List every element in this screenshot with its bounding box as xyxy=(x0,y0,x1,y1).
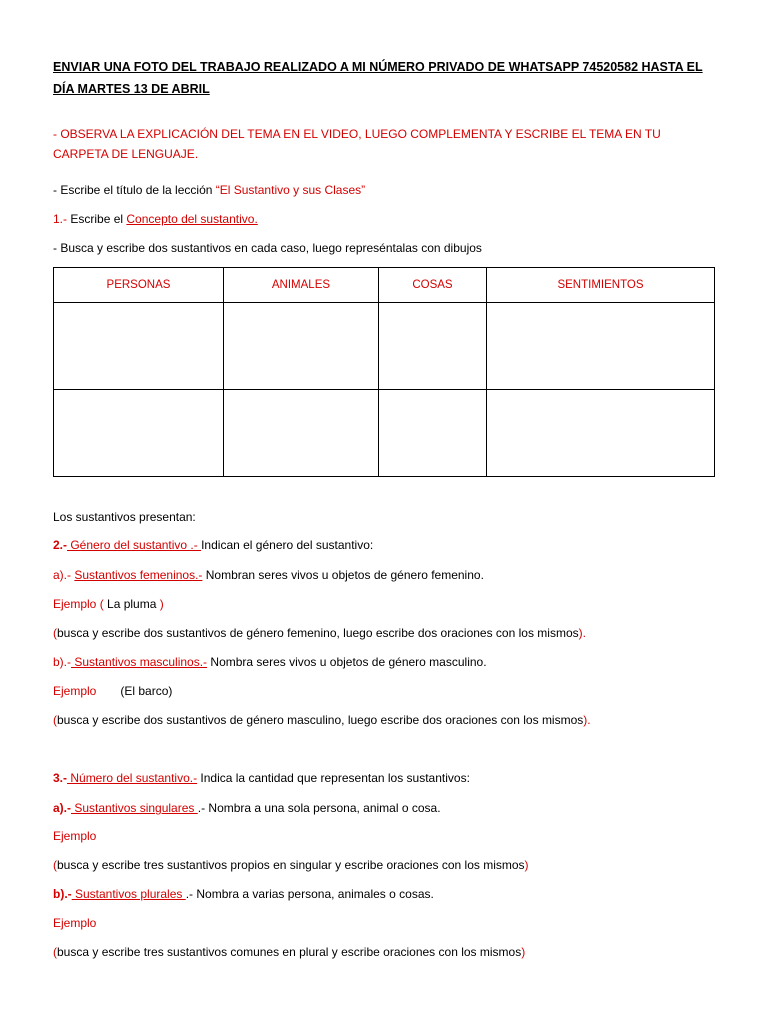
sing-task-text: busca y escribe tres sustantivos propios en singular y escribe oraciones con los mismos xyxy=(57,858,525,872)
example-feminine xyxy=(53,596,164,612)
ex1-label: Ejemplo xyxy=(53,597,97,611)
ex2-label: Ejemplo xyxy=(53,684,97,698)
s2b-label: b).- xyxy=(53,655,71,669)
table-cell xyxy=(224,303,379,390)
ex2-value: (El barco) xyxy=(120,684,173,698)
s3a-text: .- Nombra a una sola persona, animal o cosa. xyxy=(197,801,441,815)
s3-text: Indica la cantidad que representan los sustantivos: xyxy=(197,771,470,785)
s3b-heading: Sustantivos plurales xyxy=(71,887,186,901)
ex1-close: ) xyxy=(156,597,164,611)
header-cosas: COSAS xyxy=(378,268,486,303)
plur-task-open: ( xyxy=(53,945,57,959)
ex1-value: La pluma xyxy=(107,597,157,611)
s2b-heading: Sustantivos masculinos.- xyxy=(71,655,208,669)
s3b-label: b).- xyxy=(53,887,72,901)
feminine-line xyxy=(53,567,484,583)
fem-task-text: busca y escribe dos sustantivos de género femenino, luego escribe dos oraciones con los mismos xyxy=(57,626,579,640)
table-cell xyxy=(486,390,714,477)
masc-task-open: ( xyxy=(53,713,57,727)
search-instruction: - Busca y escribe dos sustantivos en cada caso, luego represéntalas con dibujos xyxy=(53,241,482,255)
plural-task xyxy=(53,944,525,960)
s3-number: 3.- xyxy=(53,771,68,785)
table-cell xyxy=(54,390,224,477)
step1-concept: Concepto del sustantivo. xyxy=(126,212,258,226)
table-row xyxy=(54,390,715,477)
header-sentimientos: SENTIMIENTOS xyxy=(486,268,714,303)
table-cell xyxy=(54,303,224,390)
s3b-text: .- Nombra a varias persona, animales o cosas. xyxy=(185,887,434,901)
s3a-label: a).- xyxy=(53,801,71,815)
example-singular: Ejemplo xyxy=(53,829,97,843)
masculine-line xyxy=(53,654,487,670)
masc-task-text: busca y escribe dos sustantivos de género masculino, luego escribe dos oraciones con los mismos xyxy=(57,713,584,727)
table-cell xyxy=(486,303,714,390)
gender-heading-line xyxy=(53,537,373,553)
s2-text: Indican el género del sustantivo: xyxy=(201,538,374,552)
plur-task-close: ) xyxy=(521,945,526,959)
masc-task-close: ). xyxy=(583,713,591,727)
plur-task-text: busca y escribe tres sustantivos comunes en plural y escribe oraciones con los mismos xyxy=(57,945,522,959)
s2a-text: Nombran seres vivos u objetos de género femenino. xyxy=(202,568,484,582)
ex1-open: ( xyxy=(96,597,108,611)
s2b-text: Nombra seres vivos u objetos de género masculino. xyxy=(207,655,487,669)
sing-task-open: ( xyxy=(53,858,57,872)
lesson-prefix: - Escribe el título de la lección xyxy=(53,183,216,197)
singular-line xyxy=(53,800,441,816)
masculine-task xyxy=(53,712,591,728)
step1-line xyxy=(53,211,258,227)
fem-task-close: ). xyxy=(578,626,586,640)
number-heading-line xyxy=(53,770,470,786)
table-cell xyxy=(378,390,486,477)
step1-text: Escribe el xyxy=(67,212,127,226)
noun-table xyxy=(53,267,715,477)
feminine-task xyxy=(53,625,586,641)
fem-task-open: ( xyxy=(53,626,57,640)
s3a-heading: Sustantivos singulares xyxy=(71,801,198,815)
header-animales: ANIMALES xyxy=(224,268,379,303)
singular-task xyxy=(53,857,529,873)
example-plural: Ejemplo xyxy=(53,916,97,930)
sing-task-close: ) xyxy=(524,858,529,872)
step1-number: 1.- xyxy=(53,212,68,226)
s2a-label: a).- xyxy=(53,568,75,582)
example-masculine xyxy=(53,683,172,699)
lesson-line xyxy=(53,182,365,198)
page-title: ENVIAR UNA FOTO DEL TRABAJO REALIZADO A MI NÚMERO PRIVADO DE WHATSAPP 74520582 HASTA EL DÍA MARTES 13 DE ABRIL xyxy=(53,60,703,96)
s2-heading: Género del sustantivo .- xyxy=(67,538,202,552)
present-line: Los sustantivos presentan: xyxy=(53,510,196,524)
lesson-title: “El Sustantivo y sus Clases” xyxy=(215,183,366,197)
table-cell xyxy=(378,303,486,390)
header-personas: PERSONAS xyxy=(54,268,224,303)
plural-line xyxy=(53,886,434,902)
s2-number: 2.- xyxy=(53,538,68,552)
table-row xyxy=(54,303,715,390)
s2a-heading: Sustantivos femeninos.- xyxy=(74,568,203,582)
table-cell xyxy=(224,390,379,477)
instruction-text: - OBSERVA LA EXPLICACIÓN DEL TEMA EN EL VIDEO, LUEGO COMPLEMENTA Y ESCRIBE EL TEMA EN TU CARPETA DE LENGUAJE. xyxy=(53,127,661,161)
s3-heading: Número del sustantivo.- xyxy=(67,771,198,785)
table-header-row xyxy=(54,268,715,303)
